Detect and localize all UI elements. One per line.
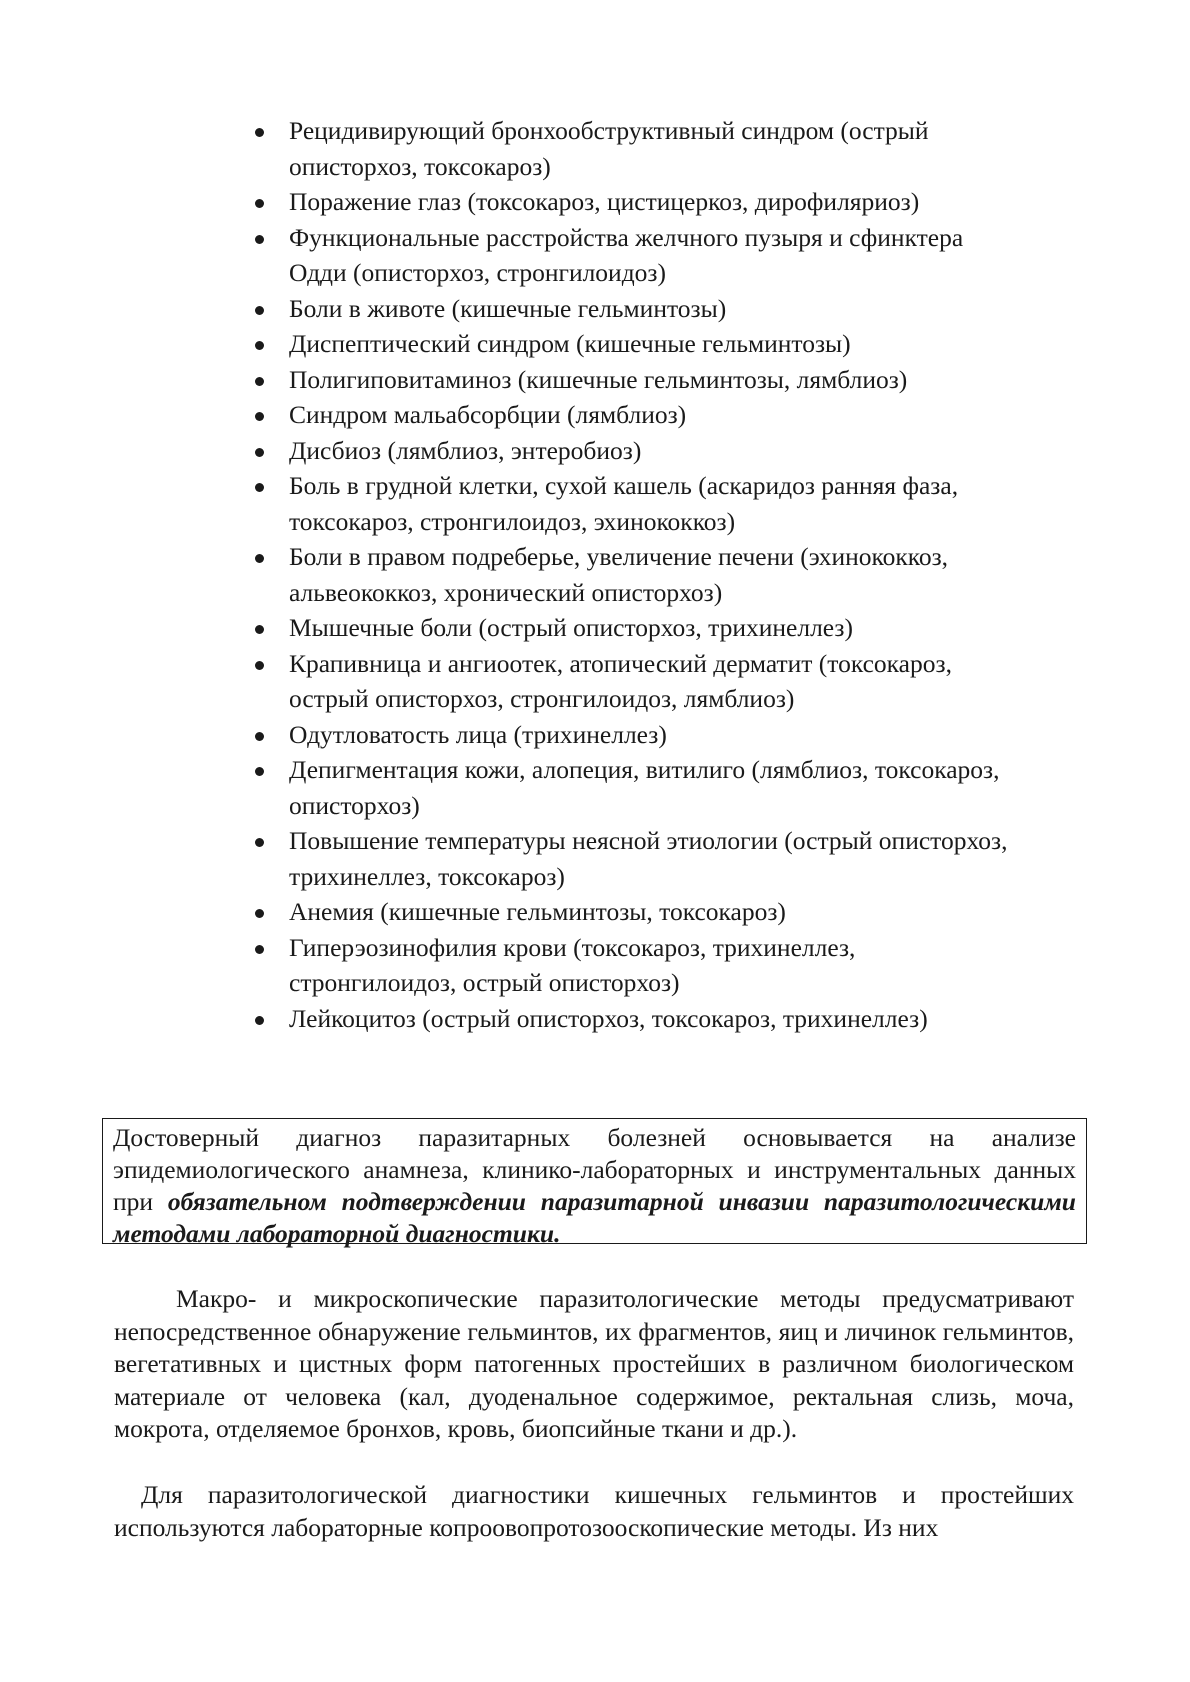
bullet-icon [255, 341, 264, 350]
bullet-icon [255, 945, 264, 954]
list-item [252, 1001, 1012, 1037]
list-item-text: Боль в грудной клетки, сухой кашель (аскаридоз ранняя фаза, токсокароз, стронгилоидоз, эхинококкоз) [289, 471, 959, 536]
list-item-text: Функциональные расстройства желчного пузыря и сфинктера Одди (описторхоз, стронгилоидоз) [289, 222, 964, 287]
bullet-icon [255, 377, 264, 386]
bullet-icon [255, 554, 264, 563]
list-item [252, 823, 1012, 894]
list-item-text: Одутловатость лица (трихинеллез) [289, 719, 667, 749]
bullet-icon [255, 199, 264, 208]
body-paragraph: Для паразитологической диагностики кишечных гельминтов и простейших используются лабораторные копроовопротозооскопические методы. Из них [114, 1480, 1074, 1542]
list-item [252, 468, 1012, 539]
list-item [252, 397, 1012, 433]
list-item [252, 646, 1012, 717]
list-item [252, 220, 1012, 291]
list-item-text: Боли в животе (кишечные гельминтозы) [289, 293, 727, 323]
bullet-icon [255, 235, 264, 244]
symptom-list [252, 113, 1012, 1036]
list-item-text: Полигиповитаминоз (кишечные гельминтозы, лямблиоз) [289, 364, 908, 394]
bullet-icon [255, 767, 264, 776]
list-item [252, 894, 1012, 930]
bullet-icon [255, 448, 264, 457]
list-item-text: Поражение глаз (токсокароз, цистицеркоз, дирофиляриоз) [289, 187, 920, 216]
body-paragraph: Макро- и микроскопические паразитологические методы предусматривают непосредственное обнаружение гельминтов, их фрагментов, яиц и личинок гельминтов, вегетативных и цистных форм патогенных простейших в различном биологическом материале от человека (кал, дуоденальное содержимое, ректальная слизь, моча, мокрота, отделяемое бронхов, кровь, биопсийные ткани и др.). [114, 1284, 1074, 1443]
bullet-icon [255, 909, 264, 918]
diagnosis-callout-box [102, 1118, 1087, 1248]
bullet-icon [255, 128, 264, 137]
list-item-text: Синдром мальабсорбции (лямблиоз) [289, 400, 687, 429]
list-item [252, 326, 1012, 362]
list-item [252, 113, 1012, 184]
bullet-icon [255, 1016, 264, 1025]
list-item-text: Рецидивирующий бронхообструктивный синдром (острый описторхоз, токсокароз) [289, 116, 929, 181]
callout-text: Достоверный диагноз паразитарных болезней основывается на анализе эпидемиологического анамнеза, клинико-лабораторных и инструментальных данных при [113, 1123, 1076, 1216]
bullet-icon [255, 732, 264, 741]
bullet-icon [255, 625, 264, 634]
list-item-text: Мышечные боли (острый описторхоз, трихинеллез) [289, 613, 853, 642]
list-item [252, 930, 1012, 1001]
bullet-icon [255, 412, 264, 421]
list-item-text: Боли в правом подреберье, увеличение печени (эхинококкоз, альвеококкоз, хронический описторхоз) [289, 542, 949, 607]
callout-emphasis: обязательном подтверждении паразитарной инвазии паразитологическими методами лабораторной диагностики. [113, 1187, 1076, 1248]
list-item [252, 291, 1012, 327]
list-item-text: Диспептический синдром (кишечные гельминтозы) [289, 329, 851, 358]
list-item-text: Анемия (кишечные гельминтозы, токсокароз) [289, 897, 786, 926]
bullet-icon [255, 838, 264, 847]
bullet-icon [255, 661, 264, 670]
bullet-icon [255, 483, 264, 492]
list-item-text: Крапивница и ангиоотек, атопический дерматит (токсокароз, острый описторхоз, стронгилоидоз, лямблиоз) [289, 648, 952, 713]
list-item [252, 362, 1012, 398]
list-item [252, 184, 1012, 220]
bullet-icon [255, 306, 264, 315]
list-item [252, 539, 1012, 610]
list-item-text: Гиперэозинофилия крови (токсокароз, трихинеллез, стронгилоидоз, острый описторхоз) [289, 932, 856, 997]
list-item [252, 610, 1012, 646]
list-item-text: Повышение температуры неясной этиологии (острый описторхоз, трихинеллез, токсокароз) [289, 826, 1008, 891]
list-item-text: Депигментация кожи, алопеция, витилиго (лямблиоз, токсокароз, описторхоз) [289, 755, 1000, 820]
list-item-text: Дисбиоз (лямблиоз, энтеробиоз) [289, 435, 642, 465]
list-item-text: Лейкоцитоз (острый описторхоз, токсокароз, трихинеллез) [289, 1003, 928, 1033]
list-item [252, 433, 1012, 469]
list-item [252, 717, 1012, 753]
list-item [252, 752, 1012, 823]
